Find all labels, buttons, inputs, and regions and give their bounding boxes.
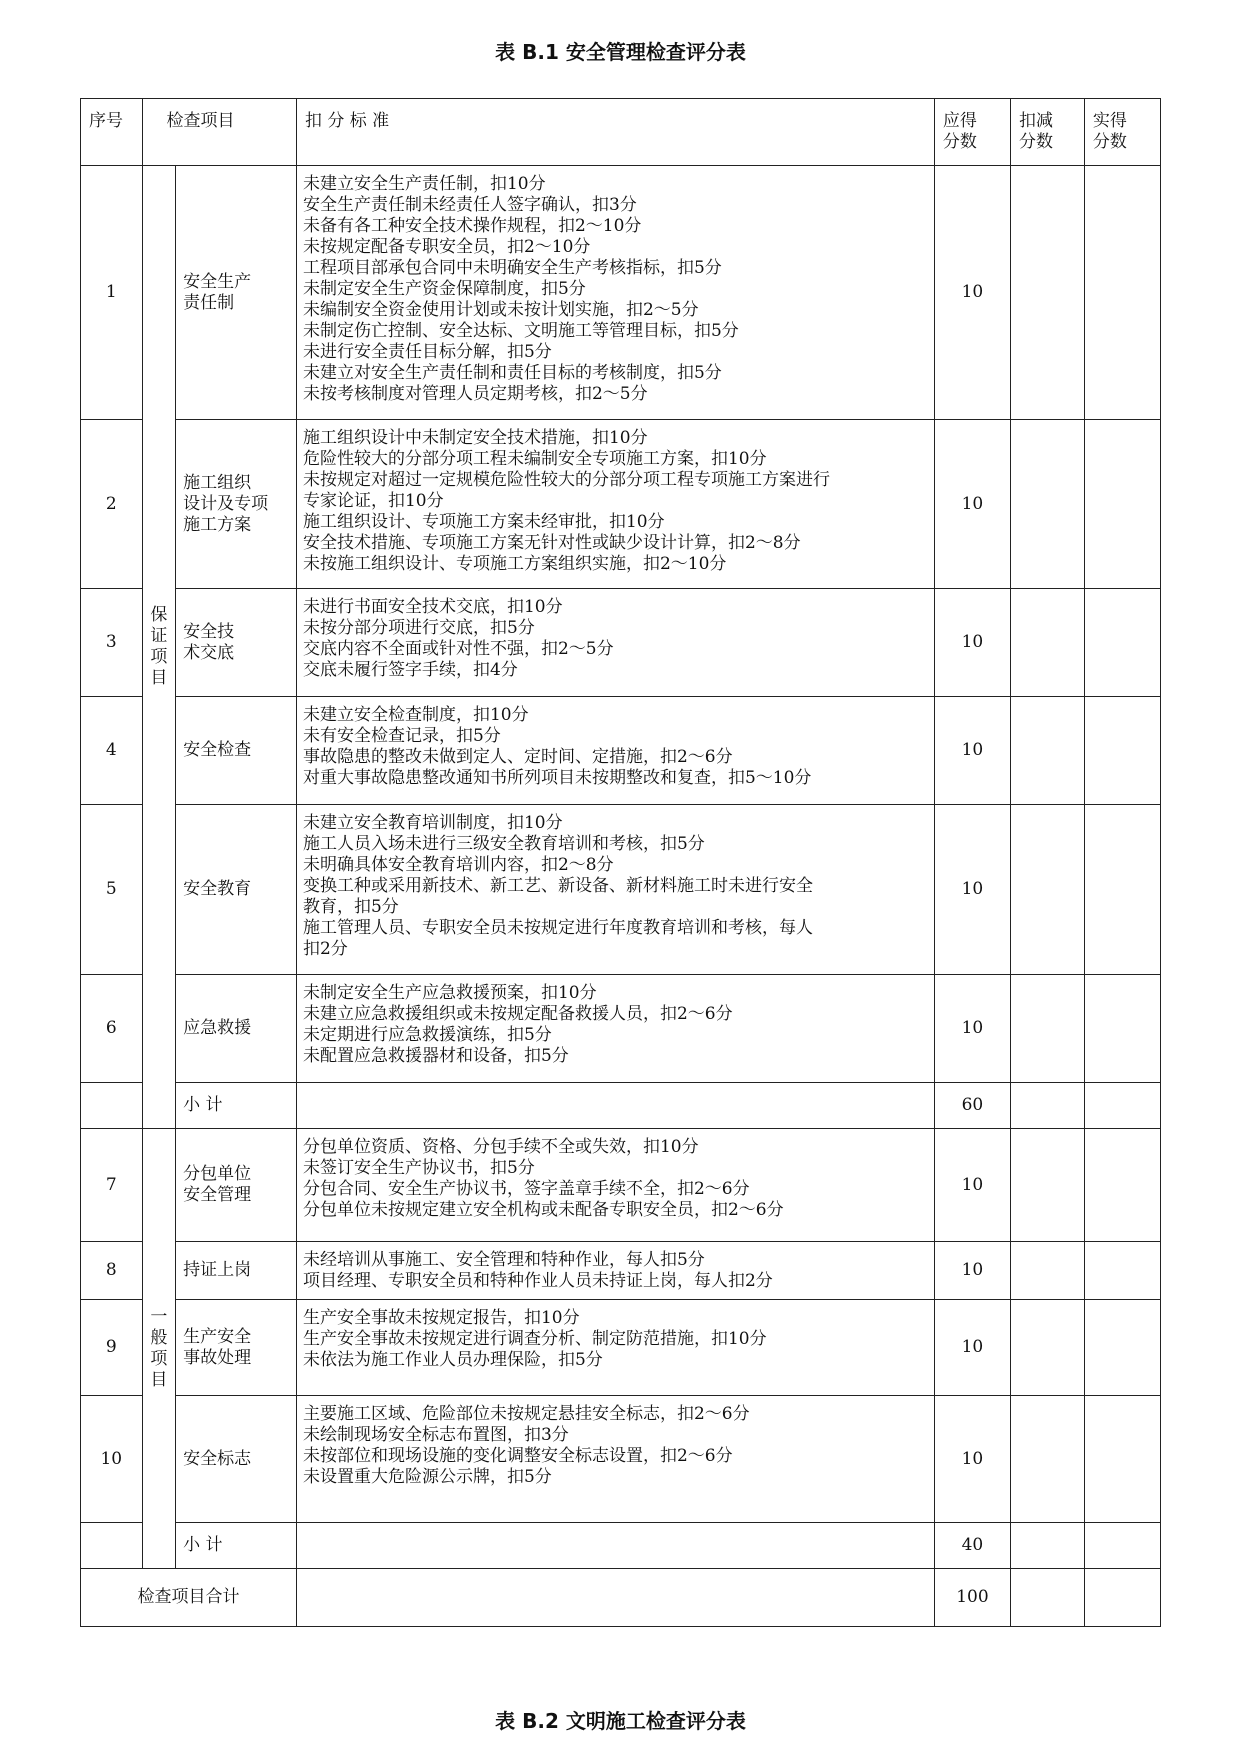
text-line: 未按分部分项进行交底，扣5分 xyxy=(302,618,535,638)
row-due-score: 10 xyxy=(934,1242,1010,1300)
text-line: 安全检查 xyxy=(183,740,252,760)
text-line: 未建立安全生产责任制，扣10分 xyxy=(302,174,546,194)
text-line: 未配置应急救援器材和设备，扣5分 xyxy=(302,1046,569,1066)
row-due-score: 10 xyxy=(934,975,1010,1083)
row-due-score: 10 xyxy=(934,1129,1010,1242)
header-row xyxy=(81,99,1161,166)
row-due-score: 10 xyxy=(934,166,1010,420)
row-standards xyxy=(296,697,934,805)
subtotal-standards xyxy=(296,1083,934,1129)
text-line: 安全生产 xyxy=(183,271,252,292)
text-line: 安全教育 xyxy=(183,879,252,899)
text-line: 未按施工组织设计、专项施工方案组织实施，扣2～10分 xyxy=(302,554,727,574)
text-line: 未建立对安全生产责任制和责任目标的考核制度，扣5分 xyxy=(302,363,722,383)
subtotal-deduct-score[interactable] xyxy=(1010,1523,1084,1569)
row-item xyxy=(176,697,297,805)
text-line: 施工方案 xyxy=(183,514,252,535)
text-line: 一 xyxy=(150,1306,168,1327)
row-item xyxy=(176,975,297,1083)
text-line: 施工组织设计、专项施工方案未经审批，扣10分 xyxy=(302,512,665,532)
row-actual-score[interactable] xyxy=(1084,1242,1160,1300)
group-label-guarantee xyxy=(142,166,176,1129)
row-actual-score[interactable] xyxy=(1084,697,1160,805)
text-line: 扣2分 xyxy=(302,939,348,959)
row-due-score: 10 xyxy=(934,1300,1010,1396)
row-item xyxy=(176,589,297,697)
text-line: 分包单位 xyxy=(183,1164,252,1184)
row-deduct-score[interactable] xyxy=(1010,1300,1084,1396)
table-row xyxy=(81,1396,1161,1523)
text-line: 生产安全事故未按规定报告，扣10分 xyxy=(302,1308,580,1328)
row-actual-score[interactable] xyxy=(1084,589,1160,697)
row-item xyxy=(176,805,297,975)
text-line: 项目经理、专职安全员和特种作业人员未持证上岗，每人扣2分 xyxy=(302,1271,773,1291)
table-title-b2: 表 B.2 文明施工检查评分表 xyxy=(495,1709,746,1733)
row-actual-score[interactable] xyxy=(1084,1396,1160,1523)
subtotal-seq xyxy=(81,1083,143,1129)
text-line: 未建立安全检查制度，扣10分 xyxy=(302,705,529,725)
table-title-b1: 表 B.1 安全管理检查评分表 xyxy=(495,40,746,64)
text-line: 术交底 xyxy=(183,642,235,663)
text-line: 未建立应急救援组织或未按规定配备救援人员，扣2～6分 xyxy=(302,1004,733,1024)
subtotal-deduct-score[interactable] xyxy=(1010,1083,1084,1129)
text-line: 变换工种或采用新技术、新工艺、新设备、新材料施工时未进行安全 xyxy=(302,876,813,896)
text-line: 生产安全 xyxy=(183,1326,252,1347)
text-line: 未编制安全资金使用计划或未按计划实施，扣2～5分 xyxy=(302,300,699,320)
subtotal-standards xyxy=(296,1523,934,1569)
row-due-score: 10 xyxy=(934,805,1010,975)
text-line: 安全技术措施、专项施工方案无针对性或缺少设计计算，扣2～8分 xyxy=(302,533,801,553)
header-item: 检查项目 xyxy=(142,99,296,166)
row-deduct-score[interactable] xyxy=(1010,589,1084,697)
text-line: 未按部位和现场设施的变化调整安全标志设置，扣2～6分 xyxy=(302,1446,733,1466)
text-line: 未制定安全生产资金保障制度，扣5分 xyxy=(302,279,586,299)
row-item xyxy=(176,1396,297,1523)
row-seq: 6 xyxy=(81,975,143,1083)
total-deduct-score[interactable] xyxy=(1010,1569,1084,1627)
table-row xyxy=(81,1129,1161,1242)
row-seq: 4 xyxy=(81,697,143,805)
subtotal-actual-score[interactable] xyxy=(1084,1523,1160,1569)
table-row xyxy=(81,1242,1161,1300)
text-line: 未制定安全生产应急救援预案，扣10分 xyxy=(302,983,597,1003)
row-standards xyxy=(296,166,934,420)
subtotal-seq xyxy=(81,1523,143,1569)
text-line: 保 xyxy=(150,605,168,625)
text-line: 证 xyxy=(150,626,168,646)
table-row xyxy=(81,697,1161,805)
text-line: 安全管理 xyxy=(183,1185,252,1205)
text-line: 未进行安全责任目标分解，扣5分 xyxy=(302,342,552,362)
text-line: 分包单位资质、资格、分包手续不全或失效，扣10分 xyxy=(302,1137,699,1157)
text-line: 分包单位未按规定建立安全机构或未配备专职安全员，扣2～6分 xyxy=(302,1200,784,1220)
text-line: 未绘制现场安全标志布置图，扣3分 xyxy=(302,1425,569,1445)
text-line: 工程项目部承包合同中未明确安全生产考核指标，扣5分 xyxy=(302,258,722,278)
text-line: 交底内容不全面或针对性不强，扣2～5分 xyxy=(302,639,614,659)
row-standards xyxy=(296,1396,934,1523)
header-seq: 序号 xyxy=(81,99,143,166)
row-item xyxy=(176,166,297,420)
text-line: 未建立安全教育培训制度，扣10分 xyxy=(302,813,563,833)
row-deduct-score[interactable] xyxy=(1010,805,1084,975)
table-row xyxy=(81,420,1161,589)
text-line: 未有安全检查记录，扣5分 xyxy=(302,726,501,746)
text-line: 施工人员入场未进行三级安全教育培训和考核，扣5分 xyxy=(302,834,705,854)
total-due-score: 100 xyxy=(934,1569,1010,1627)
table-row xyxy=(81,805,1161,975)
row-deduct-score[interactable] xyxy=(1010,420,1084,589)
text-line: 未进行书面安全技术交底，扣10分 xyxy=(302,597,563,617)
text-line: 持证上岗 xyxy=(183,1260,252,1280)
row-seq: 5 xyxy=(81,805,143,975)
text-line: 危险性较大的分部分项工程未编制安全专项施工方案，扣10分 xyxy=(302,449,767,469)
subtotal-due-score: 60 xyxy=(934,1083,1010,1129)
safety-management-score-table xyxy=(80,98,1161,1627)
row-item xyxy=(176,420,297,589)
text-line: 安全生产责任制未经责任人签字确认，扣3分 xyxy=(302,195,637,215)
text-line: 交底未履行签字手续，扣4分 xyxy=(302,660,518,680)
row-actual-score[interactable] xyxy=(1084,1129,1160,1242)
row-standards xyxy=(296,1300,934,1396)
row-due-score: 10 xyxy=(934,420,1010,589)
row-actual-score[interactable] xyxy=(1084,420,1160,589)
text-line: 安全标志 xyxy=(183,1448,252,1469)
row-actual-score[interactable] xyxy=(1084,1300,1160,1396)
row-seq: 1 xyxy=(81,166,143,420)
group-label-general xyxy=(142,1129,176,1569)
row-standards xyxy=(296,1129,934,1242)
text-line: 分包合同、安全生产协议书，签字盖章手续不全，扣2～6分 xyxy=(302,1179,750,1199)
header-deduct-score: 扣减 分数 xyxy=(1010,99,1084,166)
header-actual-score: 实得 分数 xyxy=(1084,99,1160,166)
table-row xyxy=(81,1300,1161,1396)
row-due-score: 10 xyxy=(934,697,1010,805)
row-item xyxy=(176,1129,297,1242)
table-row xyxy=(81,589,1161,697)
row-standards xyxy=(296,589,934,697)
text-line: 安全技 xyxy=(183,621,235,642)
text-line: 未按规定配备专职安全员，扣2～10分 xyxy=(302,237,591,257)
subtotal-row xyxy=(81,1083,1161,1129)
text-line: 未备有各工种安全技术操作规程，扣2～10分 xyxy=(302,216,642,236)
text-line: 事故处理 xyxy=(183,1347,252,1368)
row-seq: 2 xyxy=(81,420,143,589)
text-line: 未定期进行应急救援演练，扣5分 xyxy=(302,1025,552,1045)
subtotal-label: 小 计 xyxy=(176,1083,297,1129)
subtotal-actual-score[interactable] xyxy=(1084,1083,1160,1129)
row-seq: 3 xyxy=(81,589,143,697)
text-line: 目 xyxy=(150,668,168,688)
row-actual-score[interactable] xyxy=(1084,975,1160,1083)
text-line: 应急救援 xyxy=(183,1018,252,1038)
text-line: 未依法为施工作业人员办理保险，扣5分 xyxy=(302,1350,603,1370)
row-deduct-score[interactable] xyxy=(1010,166,1084,420)
row-seq: 7 xyxy=(81,1129,143,1242)
text-line: 未签订安全生产协议书，扣5分 xyxy=(302,1158,535,1178)
text-line: 未明确具体安全教育培训内容，扣2～8分 xyxy=(302,855,614,875)
text-line: 项 xyxy=(150,647,168,667)
text-line: 施工组织设计中未制定安全技术措施，扣10分 xyxy=(302,428,648,448)
text-line: 般 xyxy=(150,1327,168,1348)
total-standards xyxy=(296,1569,934,1627)
row-deduct-score[interactable] xyxy=(1010,697,1084,805)
text-line: 未按考核制度对管理人员定期考核，扣2～5分 xyxy=(302,384,648,404)
text-line: 施工管理人员、专职安全员未按规定进行年度教育培训和考核，每人 xyxy=(302,918,813,938)
text-line: 责任制 xyxy=(183,292,235,313)
table-row xyxy=(81,166,1161,420)
row-due-score: 10 xyxy=(934,1396,1010,1523)
table-row xyxy=(81,975,1161,1083)
total-actual-score[interactable] xyxy=(1084,1569,1160,1627)
text-line: 未制定伤亡控制、安全达标、文明施工等管理目标，扣5分 xyxy=(302,321,739,341)
row-deduct-score[interactable] xyxy=(1010,1129,1084,1242)
text-line: 未按规定对超过一定规模危险性较大的分部分项工程专项施工方案进行 xyxy=(302,470,830,490)
row-standards xyxy=(296,420,934,589)
row-item xyxy=(176,1300,297,1396)
text-line: 项 xyxy=(150,1348,168,1369)
row-item xyxy=(176,1242,297,1300)
row-seq: 9 xyxy=(81,1300,143,1396)
header-standard: 扣 分 标 准 xyxy=(296,99,934,166)
row-deduct-score[interactable] xyxy=(1010,975,1084,1083)
row-standards xyxy=(296,1242,934,1300)
text-line: 目 xyxy=(150,1369,168,1390)
row-standards xyxy=(296,975,934,1083)
row-seq: 10 xyxy=(81,1396,143,1523)
row-due-score: 10 xyxy=(934,589,1010,697)
row-deduct-score[interactable] xyxy=(1010,1396,1084,1523)
text-line: 未经培训从事施工、安全管理和特种作业，每人扣5分 xyxy=(302,1250,705,1270)
text-line: 专家论证，扣10分 xyxy=(302,491,444,511)
text-line: 主要施工区域、危险部位未按规定悬挂安全标志，扣2～6分 xyxy=(302,1404,750,1424)
header-due-score: 应得 分数 xyxy=(934,99,1010,166)
text-line: 施工组织 xyxy=(183,472,252,493)
row-seq: 8 xyxy=(81,1242,143,1300)
text-line: 教育，扣5分 xyxy=(302,897,399,917)
row-standards xyxy=(296,805,934,975)
row-actual-score[interactable] xyxy=(1084,166,1160,420)
subtotal-label: 小 计 xyxy=(176,1523,297,1569)
subtotal-row xyxy=(81,1523,1161,1569)
text-line: 对重大事故隐患整改通知书所列项目未按期整改和复查，扣5～10分 xyxy=(302,768,812,788)
subtotal-due-score: 40 xyxy=(934,1523,1010,1569)
text-line: 设计及专项 xyxy=(183,493,269,514)
total-row xyxy=(81,1569,1161,1627)
text-line: 生产安全事故未按规定进行调查分析、制定防范措施，扣10分 xyxy=(302,1329,767,1349)
total-label: 检查项目合计 xyxy=(81,1569,297,1627)
row-deduct-score[interactable] xyxy=(1010,1242,1084,1300)
text-line: 事故隐患的整改未做到定人、定时间、定措施，扣2～6分 xyxy=(302,747,733,767)
text-line: 未设置重大危险源公示牌，扣5分 xyxy=(302,1467,552,1487)
row-actual-score[interactable] xyxy=(1084,805,1160,975)
